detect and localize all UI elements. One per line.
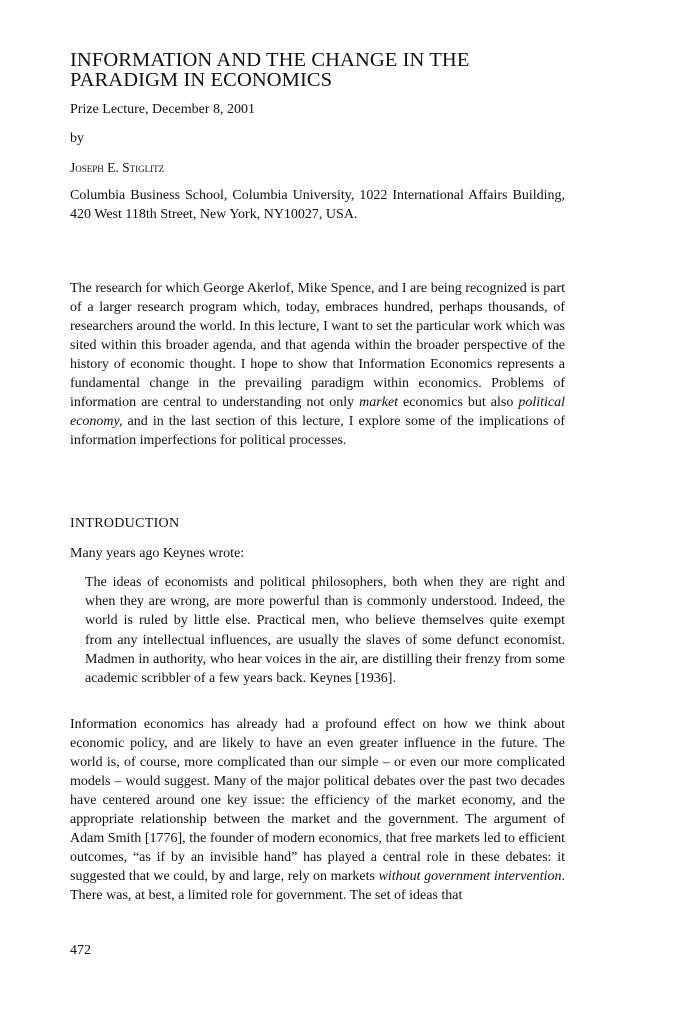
abstract-text-3: and in the last section of this lecture, I explore some of the implications of information imperfections for political processes. (70, 414, 565, 449)
body-text-2: . There was, at best, a limited role for government. The set of ideas that (70, 869, 565, 904)
section-heading-introduction: INTRODUCTION (70, 516, 180, 531)
page-number: 472 (70, 943, 91, 958)
author-affiliation: Columbia Business School, Columbia University, 1022 International Affairs Building, 420 West 118th Street, New York, NY10027, USA. (70, 188, 565, 222)
abstract-text-2: economics but also (398, 395, 519, 411)
abstract-text-1: The research for which George Akerlof, Mike Spence, and I are being recognized is part of a larger research program which, today, embraces hundred, perhaps thousands, of researchers around the world. In this lecture, I want to set the particular work which was sited within this broader agenda, and that agenda within the broader perspective of the history of economic thought. I hope to show that Information Economics represents a fundamental change in the prevailing paradigm within economics. Problems of information are central to understanding not only (70, 281, 565, 411)
body-paragraph (70, 715, 565, 905)
abstract-emphasis-market: market (359, 395, 399, 411)
title-line-1: INFORMATION AND THE CHANGE IN THE (70, 49, 470, 71)
paper-title (70, 50, 565, 90)
by-line: by (70, 131, 84, 146)
title-line-2: PARADIGM IN ECONOMICS (70, 69, 333, 91)
keynes-quote: The ideas of economists and political philosophers, both when they are right and when they are wrong, are more powerful than is commonly understood. Indeed, the world is ruled by little else. Practical men, who believe themselves quite exempt from any intellectual influences, are usually the slaves of some defunct economist. Madmen in authority, who hear voices in the air, are distilling their frenzy from some academic scribbler of a few years back. Keynes [1936]. (85, 575, 565, 687)
paper-page (70, 49, 565, 958)
intro-line: Many years ago Keynes wrote: (70, 546, 245, 561)
abstract-paragraph (70, 279, 565, 450)
body-text-1: Information economics has already had a profound effect on how we think about economic policy, and are likely to have an even greater influence in the future. The world is, of course, more complicated than our simple – or even our more complicated models – would suggest. Many of the major political debates over the past two decades have centered around one key issue: the efficiency of the market economy, and the appropriate relationship between the market and the government. The argument of Adam Smith [1776], the founder of modern economics, that free markets led to efficient outcomes, “as if by an invisible hand” has played a central role in these debates: it suggested that we could, by and large, rely on markets (70, 717, 565, 885)
author-name: Joseph E. Stiglitz (70, 160, 165, 175)
body-emphasis: without government intervention (378, 869, 562, 885)
lecture-subtitle: Prize Lecture, December 8, 2001 (70, 102, 256, 117)
abstract-emphasis-political: political economy, (70, 395, 565, 430)
